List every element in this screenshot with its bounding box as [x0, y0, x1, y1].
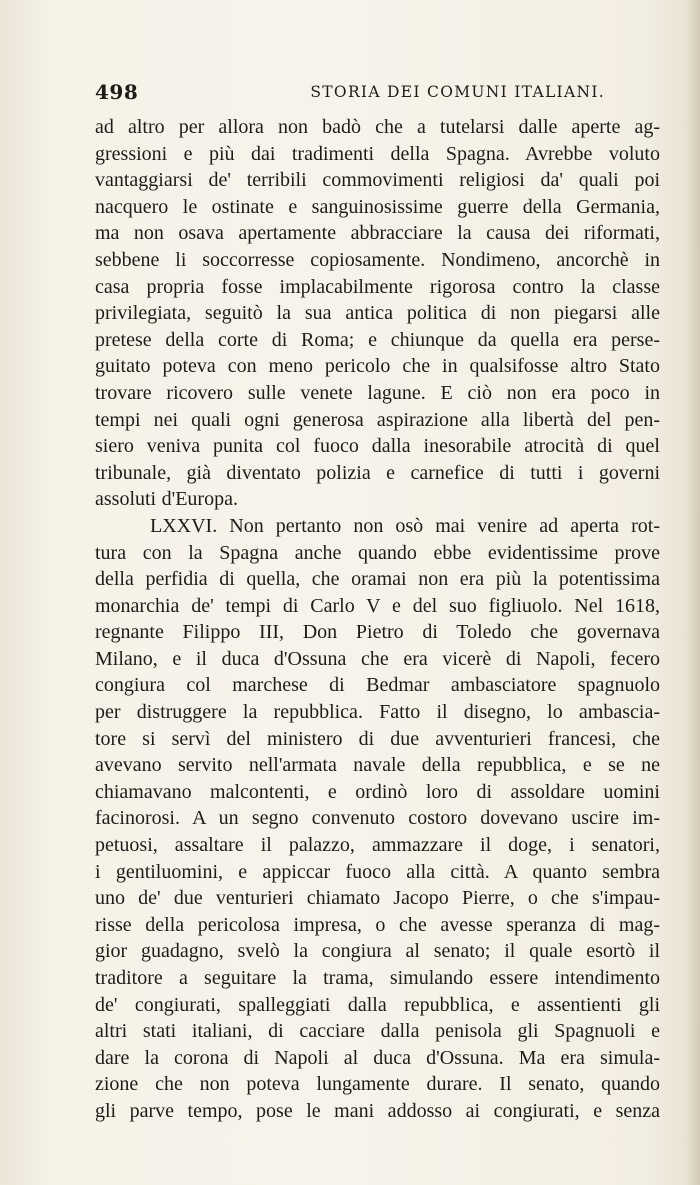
text-line: traditore a seguitare la trama, simulando essere intendimento	[95, 967, 660, 989]
text-line: facinorosi. A un segno convenuto costoro dovevano uscire im-	[95, 807, 660, 830]
text-line: nacquero le ostinate e sanguinosissime guerre della Germania,	[95, 195, 660, 218]
body-text	[95, 114, 660, 1125]
text-line: della perfidia di quella, che oramai non era più la potentissima	[95, 568, 660, 591]
text-line: guitato poteva con meno pericolo che in qualsifosse altro Stato	[95, 355, 660, 378]
text-line: tribunale, già diventato polizia e carnefice di tutti i governi	[95, 461, 660, 484]
text-line: zione che non poteva lungamente durare. Il senato, quando	[95, 1073, 660, 1096]
text-line: dare la corona di Napoli al duca d'Ossuna. Ma era simula-	[95, 1046, 660, 1069]
text-line: i gentiluomini, e appiccar fuoco alla città. A quanto sembra	[95, 860, 660, 883]
text-line: monarchia de' tempi di Carlo V e del suo figliuolo. Nel 1618,	[95, 594, 660, 617]
text-line: siero veniva punita col fuoco dalla inesorabile atrocità di quel	[95, 435, 660, 458]
text-line: pretese della corte di Roma; e chiunque da quella era perse-	[95, 328, 660, 351]
text-line: ma non osava apertamente abbracciare la causa dei riformati,	[95, 222, 660, 245]
text-line: chiamavano malcontenti, e ordinò loro di assoldare uomini	[95, 780, 660, 803]
text-line: regnante Filippo III, Don Pietro di Toledo che governava	[95, 621, 660, 644]
text-line: Milano, e il duca d'Ossuna che era vicerè di Napoli, fecero	[95, 647, 660, 670]
text-line: privilegiata, seguitò la sua antica politica di non piegarsi alle	[95, 302, 660, 325]
text-line: tore si servì del ministero di due avventurieri francesi, che	[95, 727, 660, 750]
text-line: gressioni e più dai tradimenti della Spagna. Avrebbe voluto	[95, 142, 660, 165]
page-header	[95, 80, 605, 106]
text-line: petuosi, assaltare il palazzo, ammazzare il doge, i senatori,	[95, 834, 660, 857]
text-line: risse della pericolosa impresa, o che avesse speranza di mag-	[95, 913, 660, 936]
text-line: casa propria fosse implacabilmente rigorosa contro la classe	[95, 275, 660, 298]
text-line: per distruggere la repubblica. Fatto il disegno, lo ambascia-	[95, 701, 660, 724]
text-line: de' congiurati, spalleggiati dalla repubblica, e assentienti gli	[95, 993, 660, 1016]
text-line: vantaggiarsi de' terribili commovimenti religiosi da' quali poi	[95, 169, 660, 192]
text-line: gior guadagno, svelò la congiura al senato; il quale esortò il	[95, 940, 660, 963]
text-line: tempi nei quali ogni generosa aspirazione alla libertà del pen-	[95, 408, 660, 431]
text-line: trovare ricovero sulle venete lagune. E ciò non era poco in	[95, 381, 660, 404]
text-line: congiura col marchese di Bedmar ambasciatore spagnuolo	[95, 674, 660, 697]
text-line: ad altro per allora non badò che a tutelarsi dalle aperte ag-	[95, 116, 660, 138]
page-number: 498	[95, 80, 139, 104]
text-line: sebbene li soccorresse copiosamente. Nondimeno, ancorchè in	[95, 248, 660, 271]
text-line: avevano servito nell'armata navale della repubblica, e se ne	[95, 754, 660, 777]
running-head: STORIA DEI COMUNI ITALIANI.	[310, 83, 605, 101]
section-lxxvi-start-line: LXXVI. Non pertanto non osò mai venire ad aperta rot-	[150, 514, 660, 537]
text-line: altri stati italiani, di cacciare dalla penisola gli Spagnuoli e	[95, 1020, 660, 1043]
text-line: tura con la Spagna anche quando ebbe evidentissime prove	[95, 541, 660, 564]
text-line: uno de' due venturieri chiamato Jacopo Pierre, o che s'impau-	[95, 887, 660, 910]
text-line: gli parve tempo, pose le mani addosso ai congiurati, e senza	[95, 1099, 660, 1122]
paragraph-end-line: assoluti d'Europa.	[95, 488, 238, 511]
